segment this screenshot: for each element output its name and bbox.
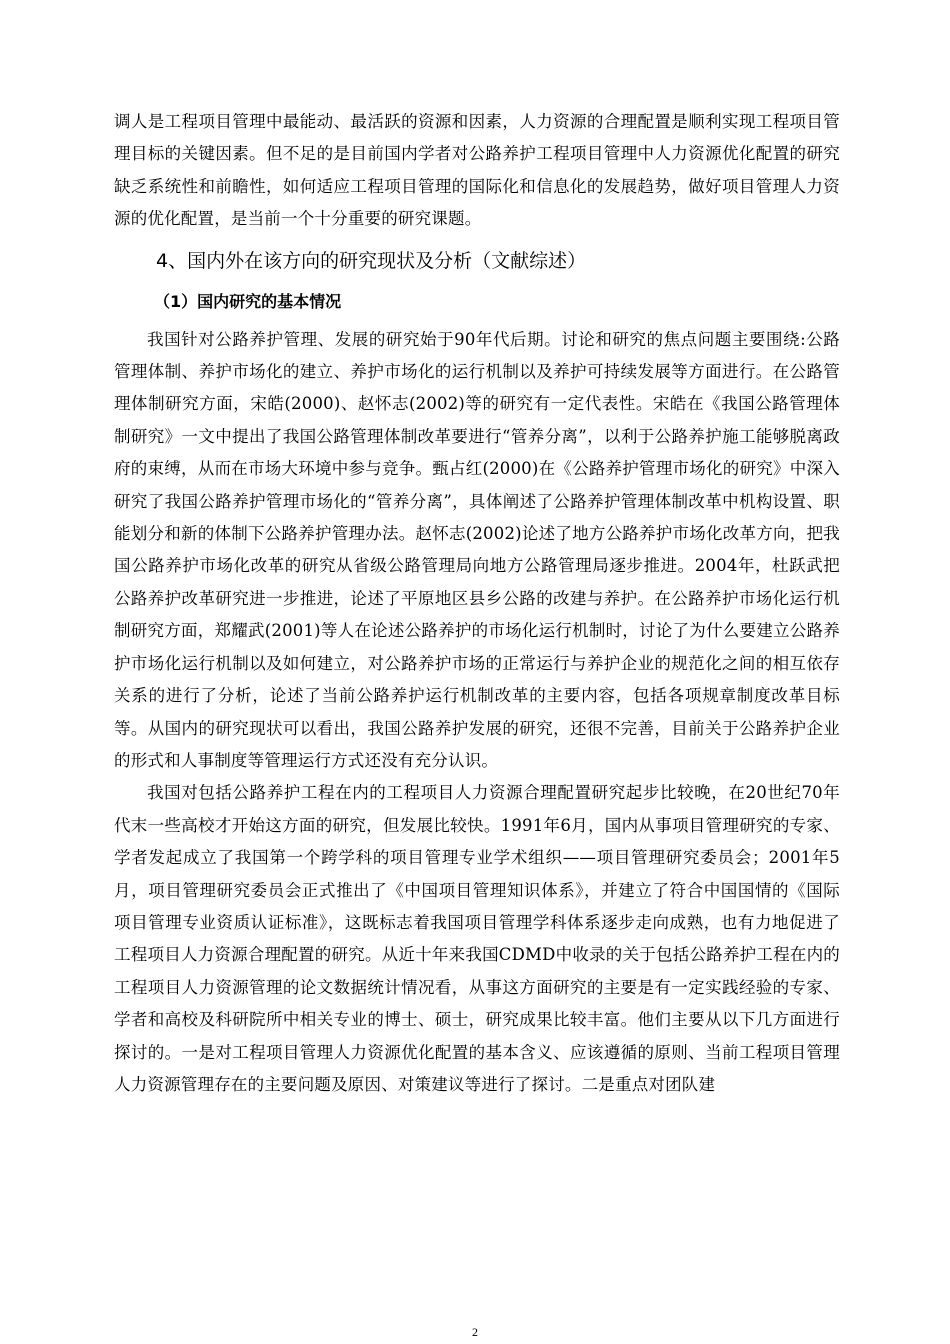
document-body <box>114 106 840 1101</box>
paragraph-hr-allocation-research: 我国对包括公路养护工程在内的工程项目人力资源合理配置研究起步比较晚，在20世纪70年代末一些高校才开始这方面的研究，但发展比较快。1991年6月，国内从事项目管理研究的专家、学者发起成立了我国第一个跨学科的项目管理专业学术组织——项目管理研究委员会；2001年5月，项目管理研究委员会正式推出了《中国项目管理知识体系》，并建立了符合中国国情的《国际项目管理专业资质认证标准》，这既标志着我国项目管理学科体系逐步走向成熟，也有力地促进了工程项目人力资源合理配置的研究。从近十年来我国CDMD中收录的关于包括公路养护工程在内的工程项目人力资源管理的论文数据统计情况看，从事这方面研究的主要是有一定实践经验的专家、学者和高校及科研院所中相关专业的博士、硕士，研究成果比较丰富。他们主要从以下几方面进行探讨的。一是对工程项目管理人力资源优化配置的基本含义、应该遵循的原则、当前工程项目管理人力资源管理存在的主要问题及原因、对策建议等进行了探讨。二是重点对团队建 <box>114 783 840 1094</box>
subsection-heading: （1）国内研究的基本情况 <box>154 291 342 311</box>
page-number: 2 <box>472 1325 478 1339</box>
section-heading: 4、国内外在该方向的研究现状及分析（文献综述） <box>156 249 587 272</box>
paragraph-intro: 调人是工程项目管理中最能动、最活跃的资源和因素，人力资源的合理配置是顺利实现工程项目管理目标的关键因素。但不足的是目前国内学者对公路养护工程项目管理中人力资源优化配置的研究缺乏系统性和前瞻性，如何适应工程项目管理的国际化和信息化的发展趋势，做好项目管理人力资源的优化配置，是当前一个十分重要的研究课题。 <box>114 112 840 229</box>
paragraph-domestic-research: 我国针对公路养护管理、发展的研究始于90年代后期。讨论和研究的焦点问题主要围绕:公路管理体制、养护市场化的建立、养护市场化的运行机制以及养护可持续发展等方面进行。在公路管理体制研究方面，宋皓(2000)、赵怀志(2002)等的研究有一定代表性。宋皓在《我国公路管理体制研究》一文中提出了我国公路管理体制改革要进行“管养分离”，以利于公路养护施工能够脱离政府的束缚，从而在市场大环境中参与竞争。甄占红(2000)在《公路养护管理市场化的研究》中深入研究了我国公路养护管理市场化的“管养分离”，具体阐述了公路养护管理体制改革中机构设置、职能划分和新的体制下公路养护管理办法。赵怀志(2002)论述了地方公路养护市场化改革方向，把我国公路养护市场化改革的研究从省级公路管理局向地方公路管理局逐步推进。2004年，杜跃武把公路养护改革研究进一步推进，论述了平原地区县乡公路的改建与养护。在公路养护市场化运行机制研究方面，郑耀武(2001)等人在论述公路养护的市场化运行机制时，讨论了为什么要建立公路养护市场化运行机制以及如何建立，对公路养护市场的正常运行与养护企业的规范化之间的相互依存关系的进行了分析，论述了当前公路养护运行机制改革的主要内容，包括各项规章制度改革目标等。从国内的研究现状可以看出，我国公路养护发展的研究，还很不完善，目前关于公路养护企业的形式和人事制度等管理运行方式还没有充分认识。 <box>114 329 840 770</box>
